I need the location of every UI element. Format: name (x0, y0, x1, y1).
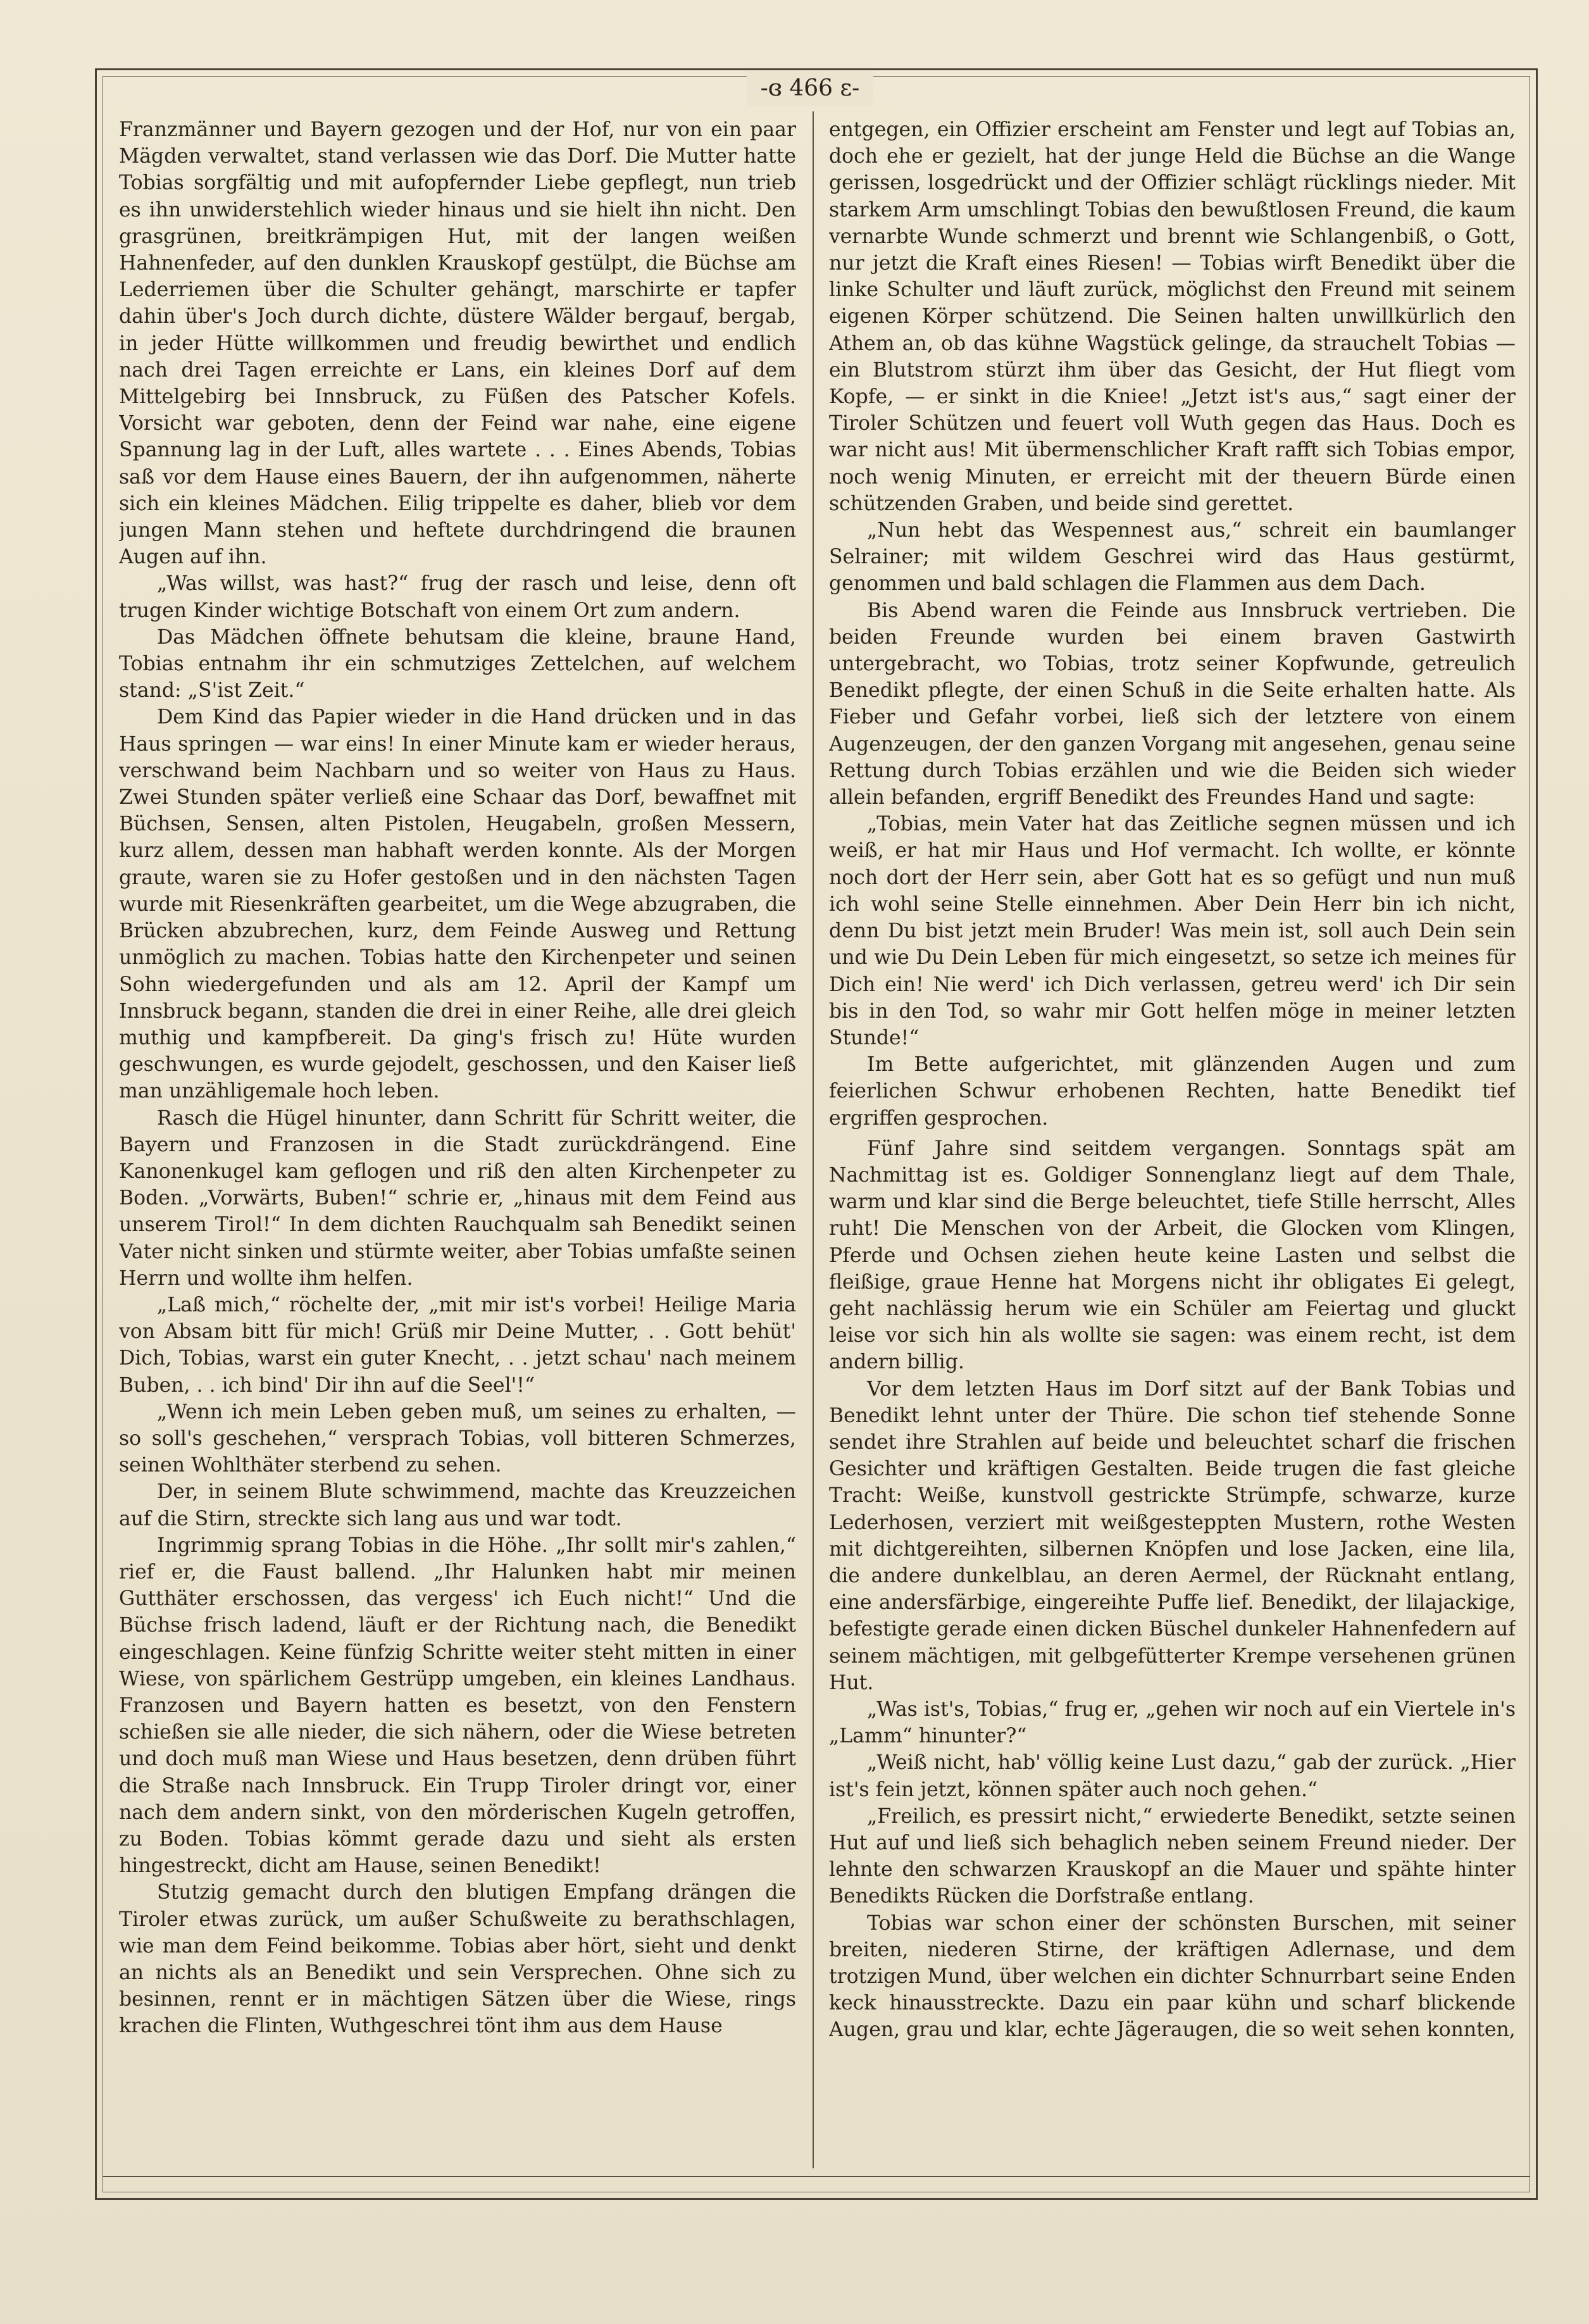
paragraph: Bis Abend waren die Feinde aus Innsbruck vertrieben. Die beiden Freunde wurden bei einem braven Gastwirth untergebracht, wo Tobias, trotz seiner Kopfwunde, getreulich Benedikt pflegte, der einen Schuß in die Seite erhalten hatte. Als Fieber und Gefahr vorbei, ließ sich der letztere von einem Augenzeugen, der den ganzen Vorgang mit angesehen, genau seine Rettung durch Tobias erzählen und wie die Beiden sich wieder allein befanden, ergriff Benedikt des Freundes Hand und sagte: (829, 599, 1516, 809)
paragraph: „Was willst, was hast?“ frug der rasch und leise, denn oft trugen Kinder wichtige Botschaft von einem Ort zum andern. (119, 572, 796, 622)
ornament-left-icon: -ɞ (760, 75, 782, 101)
paragraph: Im Bette aufgerichtet, mit glänzenden Augen und zum feierlichen Schwur erhobenen Rechten, hatte Benedikt tief ergriffen gesprochen. (829, 1053, 1516, 1130)
paragraph: Stutzig gemacht durch den blutigen Empfang drängen die Tiroler etwas zurück, um außer Schußweite zu berathschlagen, wie man dem Feind beikomme. Tobias aber hört, sieht und denkt an nichts als an Benedikt und sein Versprechen. Ohne sich zu besinnen, rennt er in mächtigen Sätzen über die Wiese, rings krachen die Flinten, Wuthgeschrei tönt ihm aus dem Hause (119, 1881, 796, 2038)
right-column (829, 116, 1516, 2167)
paragraph: „Nun hebt das Wespennest aus,“ schreit ein baumlanger Selrainer; mit wildem Geschrei wird das Haus gestürmt, genommen und bald schlagen die Flammen aus dem Dach. (829, 519, 1516, 596)
paragraph: „Wenn ich mein Leben geben muß, um seines zu erhalten, — so soll's geschehen,“ versprach Tobias, voll bitteren Schmerzes, seinen Wohlthäter sterbend zu sehen. (119, 1400, 796, 1477)
paragraph: Dem Kind das Papier wieder in die Hand drücken und in das Haus springen — war eins! In einer Minute kam er wieder heraus, verschwand beim Nachbarn und so weiter von Haus zu Haus. Zwei Stunden später verließ eine Schaar das Dorf, bewaffnet mit Büchsen, Sensen, alten Pistolen, Heugabeln, großen Messern, kurz allem, dessen man habhaft werden konnte. Als der Morgen graute, waren sie zu Hofer gestoßen und in den nächsten Tagen wurde mit Riesenkräften gearbeitet, um die Wege abzugraben, die Brücken abzubrechen, kurz, dem Feinde Ausweg und Rettung unmöglich zu machen. Tobias hatte den Kirchenpeter und seinen Sohn wiedergefunden und als am 12. April der Kampf um Innsbruck begann, standen die drei in einer Reihe, alle drei gleich muthig und kampfbereit. Da ging's frisch zu! Hüte wurden geschwungen, es wurde gejodelt, geschossen, und den Kaiser ließ man unzähligemale hoch leben. (119, 706, 796, 1103)
paragraph: „Freilich, es pressirt nicht,“ erwiederte Benedikt, setzte seinen Hut auf und ließ sich behaglich neben seinem Freund nieder. Der lehnte den schwarzen Krauskopf an die Mauer und spähte hinter Benedikts Rücken die Dorfstraße entlang. (829, 1804, 1516, 1908)
paragraph: Ingrimmig sprang Tobias in die Höhe. „Ihr sollt mir's zahlen,“ rief er, die Faust ballend. „Ihr Halunken habt mir meinen Gutthäter erschossen, das vergess' ich Euch nicht!“ Und die Büchse frisch ladend, läuft er der Richtung nach, die Benedikt eingeschlagen. Keine fünfzig Schritte weiter steht mitten in einer Wiese, von spärlichem Gestrüpp umgeben, ein kleines Landhaus. Franzosen und Bayern hatten es besetzt, von den Fenstern schießen sie alle nieder, die sich nähern, oder die Wiese betreten und doch muß man Wiese und Haus besetzen, denn drüben führt die Straße nach Innsbruck. Ein Trupp Tiroler dringt vor, einer nach dem andern sinkt, von den mörderischen Kugeln getroffen, zu Boden. Tobias kömmt gerade dazu und sieht als ersten hingestreckt, dicht am Hause, seinen Benedikt! (119, 1534, 796, 1878)
paragraph: Tobias war schon einer der schönsten Burschen, mit seiner breiten, niederen Stirne, der kräftigen Adlernase, und dem trotzigen Mund, über welchen ein dichter Schnurrbart seine Enden keck hinausstreckte. Dazu ein paar kühn und scharf blickende Augen, grau und klar, echte Jägeraugen, die so weit sehen konnten, (829, 1911, 1516, 2042)
ornament-right-icon: ɛ- (840, 75, 860, 101)
paragraph: Der, in seinem Blute schwimmend, machte das Kreuzzeichen auf die Stirn, streckte sich lang aus und war todt. (119, 1480, 796, 1530)
paragraph: „Weiß nicht, hab' völlig keine Lust dazu,“ gab der zurück. „Hier ist's fein jetzt, können später auch noch gehen.“ (829, 1751, 1516, 1801)
paragraph: Das Mädchen öffnete behutsam die kleine, braune Hand, Tobias entnahm ihr ein schmutziges Zettelchen, auf welchem stand: „S'ist Zeit.“ (119, 625, 796, 703)
paragraph: Fünf Jahre sind seitdem vergangen. Sonntags spät am Nachmittag ist es. Goldiger Sonnenglanz liegt auf dem Thale, warm und klar sind die Berge beleuchtet, tiefe Stille herrscht, Alles ruht! Die Menschen von der Arbeit, die Glocken vom Klingen, Pferde und Ochsen ziehen heute keine Lasten und selbst die fleißige, graue Henne hat Morgens nicht ihr obligates Ei gelegt, geht nachlässig herum wie ein Schüler am Feiertag und gluckt leise vor sich hin als wollte sie sagen: was einem recht, ist dem andern billig. (829, 1137, 1516, 1374)
column-divider (813, 111, 814, 2168)
left-column (119, 116, 796, 2167)
paragraph: Rasch die Hügel hinunter, dann Schritt für Schritt weiter, die Bayern und Franzosen in die Stadt zurückdrängend. Eine Kanonenkugel kam geflogen und riß den alten Kirchenpeter zu Boden. „Vorwärts, Buben!“ schrie er, „hinaus mit dem Feind aus unserem Tirol!“ In dem dichten Rauchqualm sah Benedikt seinen Vater nicht sinken und stürmte weiter, aber Tobias umfaßte seinen Herrn und wollte ihm helfen. (119, 1106, 796, 1290)
paragraph: „Was ist's, Tobias,“ frug er, „gehen wir noch auf ein Viertele in's „Lamm“ hinunter?“ (829, 1697, 1516, 1748)
paragraph: Franzmänner und Bayern gezogen und der Hof, nur von ein paar Mägden verwaltet, stand verlassen wie das Dorf. Die Mutter hatte Tobias sorgfältig und mit aufopfernder Liebe gepflegt, nun trieb es ihn unwiderstehlich wieder hinaus und sie hielt ihn nicht. Den grasgrünen, breitkrämpigen Hut, mit der langen weißen Hahnenfeder, auf den dunklen Krauskopf gestülpt, die Büchse am Lederriemen über die Schulter gehängt, marschirte er tapfer dahin über's Joch durch dichte, düstere Wälder bergauf, bergab, in jeder Hütte willkommen und freudig bewirthet und endlich nach drei Tagen erreichte er Lans, ein kleines Dorf auf dem Mittelgebirg bei Innsbruck, zu Füßen des Patscher Kofels. Vorsicht war geboten, denn der Feind war nahe, eine eigene Spannung lag in der Luft, alles wartete . . . Eines Abends, Tobias saß vor dem Hause eines Bauern, der ihn aufgenommen, näherte sich ein kleines Mädchen. Eilig trippelte es daher, blieb vor dem jungen Mann stehen und heftete durchdringend die braunen Augen auf ihn. (119, 118, 796, 569)
paragraph: „Tobias, mein Vater hat das Zeitliche segnen müssen und ich weiß, er hat mir Haus und Hof vermacht. Ich wollte, er könnte noch dort der Herr sein, aber Gott hat es so gefügt und nun muß ich wohl seine Stelle einnehmen. Aber Dein Herr bin ich nicht, denn Du bist jetzt mein Bruder! Was mein ist, soll auch Dein sein und wie Du Dein Leben für mich eingesetzt, so setze ich meines für Dich ein! Nie werd' ich Dich verlassen, getreu werd' ich Dir sein bis in den Tod, so wahr mir Gott helfen möge in meiner letzten Stunde!“ (829, 813, 1516, 1049)
paragraph: entgegen, ein Offizier erscheint am Fenster und legt auf Tobias an, doch ehe er gezielt, hat der junge Held die Büchse an die Wange gerissen, losgedrückt und der Offizier schlägt rücklings nieder. Mit starkem Arm umschlingt Tobias den bewußtlosen Freund, die kaum vernarbte Wunde schmerzt und brennt wie Schlangenbiß, o Gott, nur jetzt die Kraft eines Riesen! — Tobias wirft Benedikt über die linke Schulter und läuft zurück, möglichst den Freund mit seinem eigenen Körper schützend. Die Seinen halten unwillkürlich den Athem an, ob das kühne Wagstück gelinge, da strauchelt Tobias — ein Blutstrom stürzt ihm über das Gesicht, der Hut fliegt vom Kopfe, — er sinkt in die Kniee! „Jetzt ist's aus,“ sagt einer der Tiroler Schützen und feuert voll Wuth gegen das Haus. Doch es war nicht aus! Mit übermenschlicher Kraft rafft sich Tobias empor, noch wenig Minuten, er erreicht mit der theuern Bürde einen schützenden Graben, und beide sind gerettet. (829, 118, 1516, 515)
page-number-header (747, 71, 873, 106)
paragraph: Vor dem letzten Haus im Dorf sitzt auf der Bank Tobias und Benedikt lehnt unter der Thüre. Die schon tief stehende Sonne sendet ihre Strahlen auf beide und beleuchtet scharf die frischen Gesichter und kräftigen Gestalten. Beide trugen die fast gleiche Tracht: Weiße, kunstvoll gestrickte Strümpfe, schwarze, kurze Lederhosen, verziert mit weißgesteppten Mustern, rothe Westen mit dichtgereihten, silbernen Knöpfen und lose Jacken, eine lila, die andere dunkelblau, an deren Aermel, der Rücknaht entlang, eine andersfärbige, eingereihte Puffe lief. Benedikt, der lilajackige, befestigte gerade einen dicken Büschel dunkeler Hahnenfedern auf seinem mächtigen, mit gelbgefütterter Krempe versehenen grünen Hut. (829, 1377, 1516, 1694)
paragraph: „Laß mich,“ röchelte der, „mit mir ist's vorbei! Heilige Maria von Absam bitt für mich! Grüß mir Deine Mutter, . . Gott behüt' Dich, Tobias, warst ein guter Knecht, . . jetzt schau' nach meinem Buben, . . ich bind' Dir ihn auf die Seel'!“ (119, 1293, 796, 1397)
bottom-divider (103, 2176, 1530, 2177)
page-number: 466 (789, 75, 833, 101)
